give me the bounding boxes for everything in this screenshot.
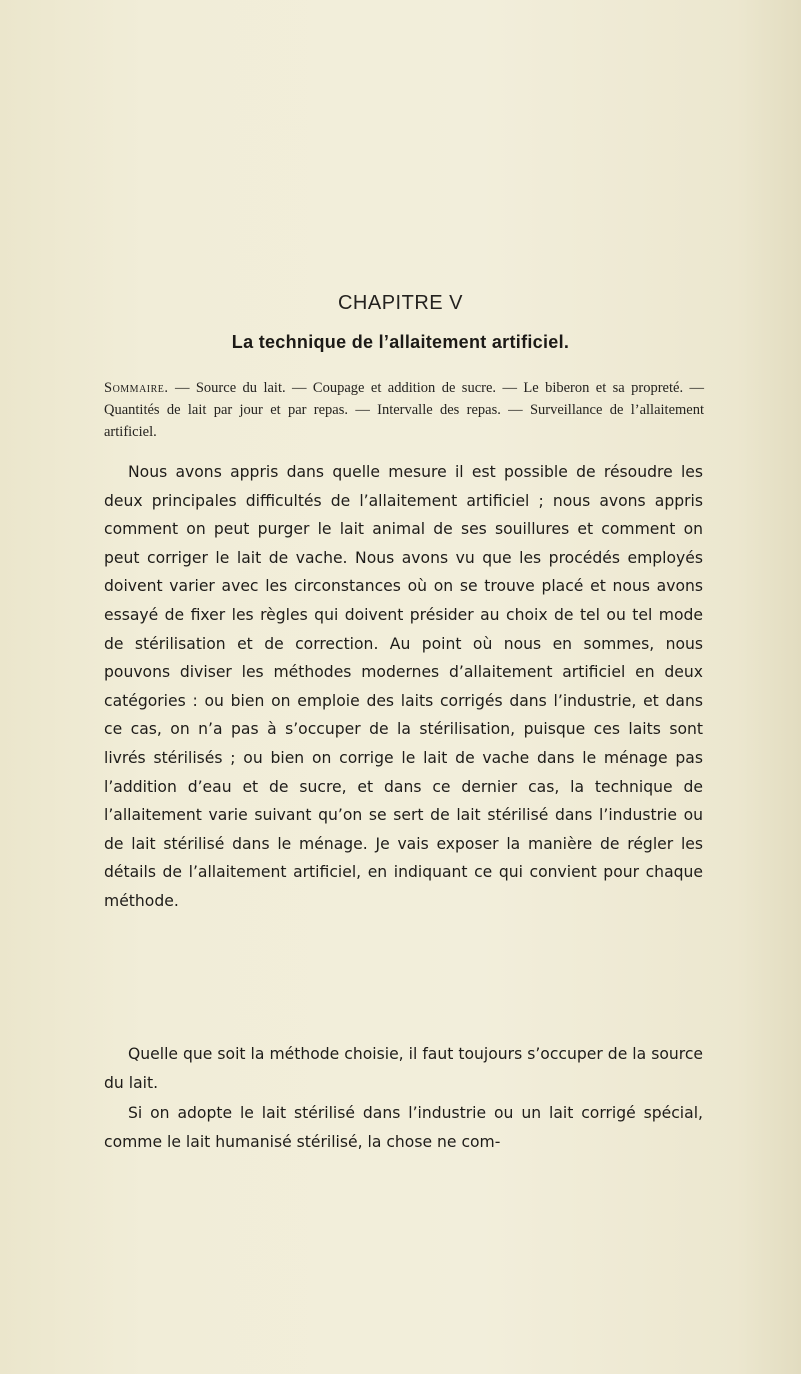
chapter-title: La technique de l’allaitement artificiel.	[231, 332, 570, 352]
paragraph-text: Si on adopte le lait stérilisé dans l’industrie ou un lait corrigé spécial, comme le lait humanisé stérilisé, la chose ne com-	[104, 1104, 703, 1151]
paragraph-text: Quelle que soit la méthode choisie, il faut toujours s’occuper de la source du lait.	[104, 1045, 703, 1092]
chapter-heading: CHAPITRE V	[337, 292, 464, 314]
summary-lead: Sommaire.	[104, 380, 169, 396]
body-paragraph-1	[104, 458, 703, 916]
body-paragraph-2	[104, 1040, 703, 1097]
body-paragraph-3	[104, 1099, 703, 1156]
chapter-summary	[104, 377, 704, 443]
summary-text: — Source du lait. — Coupage et addition de sucre. — Le biberon et sa propreté. — Quantités de lait par jour et par repas. — Intervalle des repas. — Surveillance de l’allaitement artificiel.	[104, 380, 704, 440]
paragraph-text: Nous avons appris dans quelle mesure il est possible de résoudre les deux principales difficultés de l’allaitement artificiel ; nous avons appris comment on peut purger le lait animal de ses souillures et comment on peut corriger le lait de vache. Nous avons vu que les procédés employés doivent varier avec les circonstances où on se trouve placé et nous avons essayé de fixer les règles qui doivent présider au choix de tel ou tel mode de stérilisation et de correction. Au point où nous en sommes, nous pouvons diviser les méthodes modernes d’allaitement artificiel en deux catégories : ou bien on emploie des laits corrigés dans l’industrie, et dans ce cas, on n’a pas à s’occuper de la stérilisation, puisque ces laits sont livrés stérilisés ; ou bien on corrige le lait de vache dans le ménage pas l’addition d’eau et de sucre, et dans ce dernier cas, la technique de l’allaitement varie suivant qu’on se sert de lait stérilisé dans l’industrie ou de lait stérilisé dans le ménage. Je vais exposer la manière de régler les détails de l’allaitement artificiel, en indiquant ce qui convient pour chaque méthode.	[104, 463, 703, 910]
